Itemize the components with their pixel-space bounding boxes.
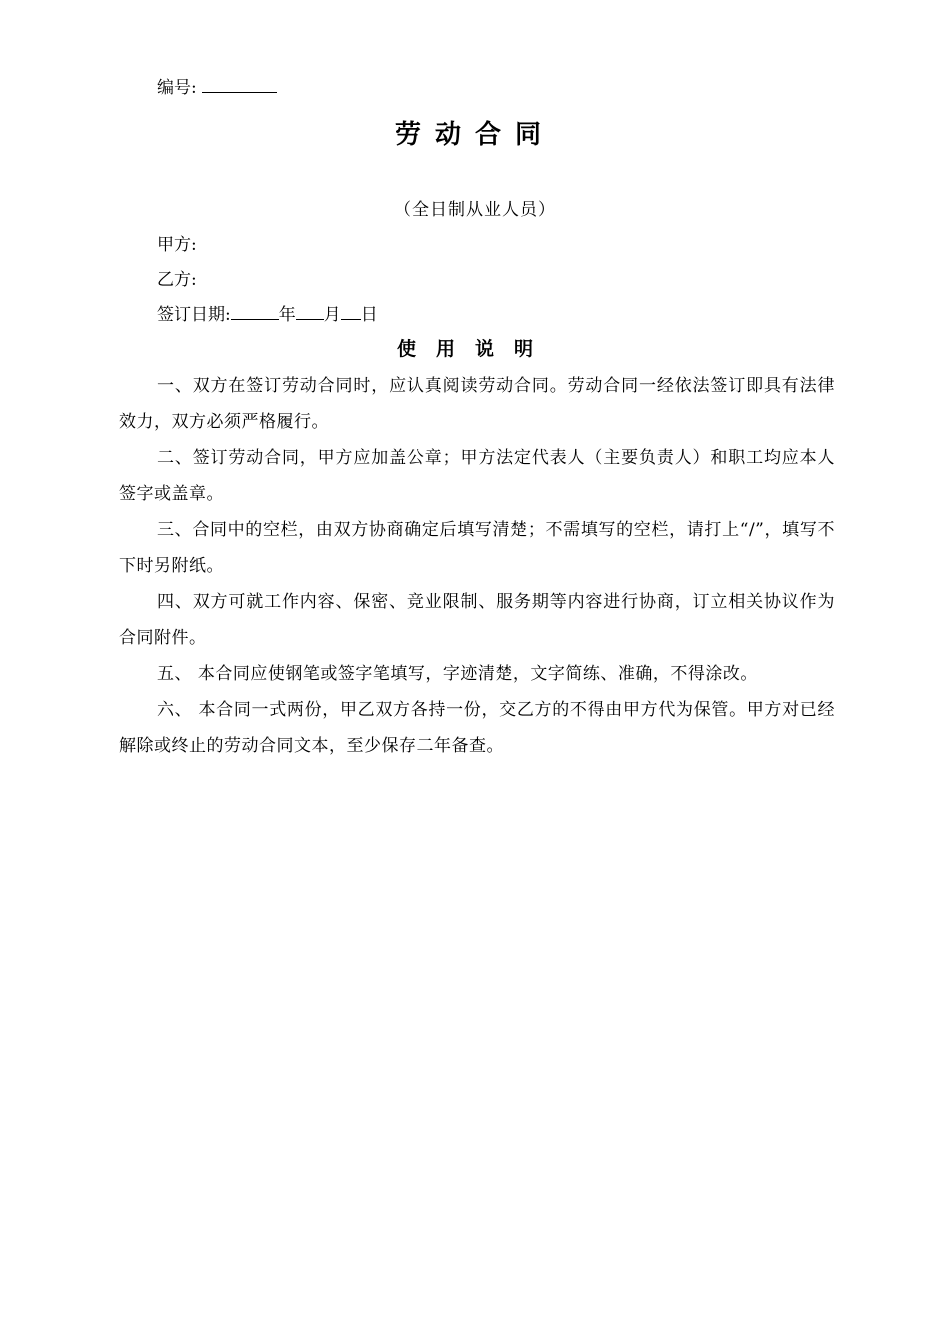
instructions-list [119, 368, 835, 764]
contract-number-line [157, 76, 277, 99]
party-a-label: 甲方: [157, 235, 197, 255]
document-title: 劳动合同 [394, 120, 555, 150]
instruction-item: 六、 本合同一式两份，甲乙双方各持一份，交乙方的不得由甲方代为保管。甲方对已经解除或终止的劳动合同文本，至少保存二年备查。 [119, 700, 835, 756]
signing-date-label: 签订日期: [157, 305, 231, 325]
signing-date-line [157, 303, 378, 326]
party-b-label: 乙方: [157, 270, 197, 290]
instructions-heading: 使用说明 [396, 338, 553, 360]
instruction-item: 四、双方可就工作内容、保密、竞业限制、服务期等内容进行协商，订立相关协议作为合同附件。 [119, 592, 835, 648]
contract-number-label: 编号: [157, 78, 197, 98]
signing-day-blank[interactable] [341, 303, 361, 320]
signing-month-blank[interactable] [296, 303, 324, 320]
contract-number-blank[interactable] [202, 76, 277, 93]
signing-day-label: 日 [360, 305, 378, 325]
instruction-item: 五、 本合同应使钢笔或签字笔填写，字迹清楚，文字简练、准确，不得涂改。 [157, 664, 758, 684]
signing-year-blank[interactable] [231, 303, 279, 320]
signing-month-label: 月 [323, 305, 341, 325]
document-subtitle: （全日制从业人员） [394, 200, 556, 220]
signing-year-label: 年 [278, 305, 296, 325]
instruction-item: 三、合同中的空栏，由双方协商确定后填写清楚；不需填写的空栏，请打上“/”，填写不下时另附纸。 [119, 520, 835, 576]
instruction-item: 一、双方在签订劳动合同时，应认真阅读劳动合同。劳动合同一经依法签订即具有法律效力，双方必须严格履行。 [119, 376, 835, 432]
instruction-item: 二、签订劳动合同，甲方应加盖公章；甲方法定代表人（主要负责人）和职工均应本人签字或盖章。 [119, 448, 835, 504]
